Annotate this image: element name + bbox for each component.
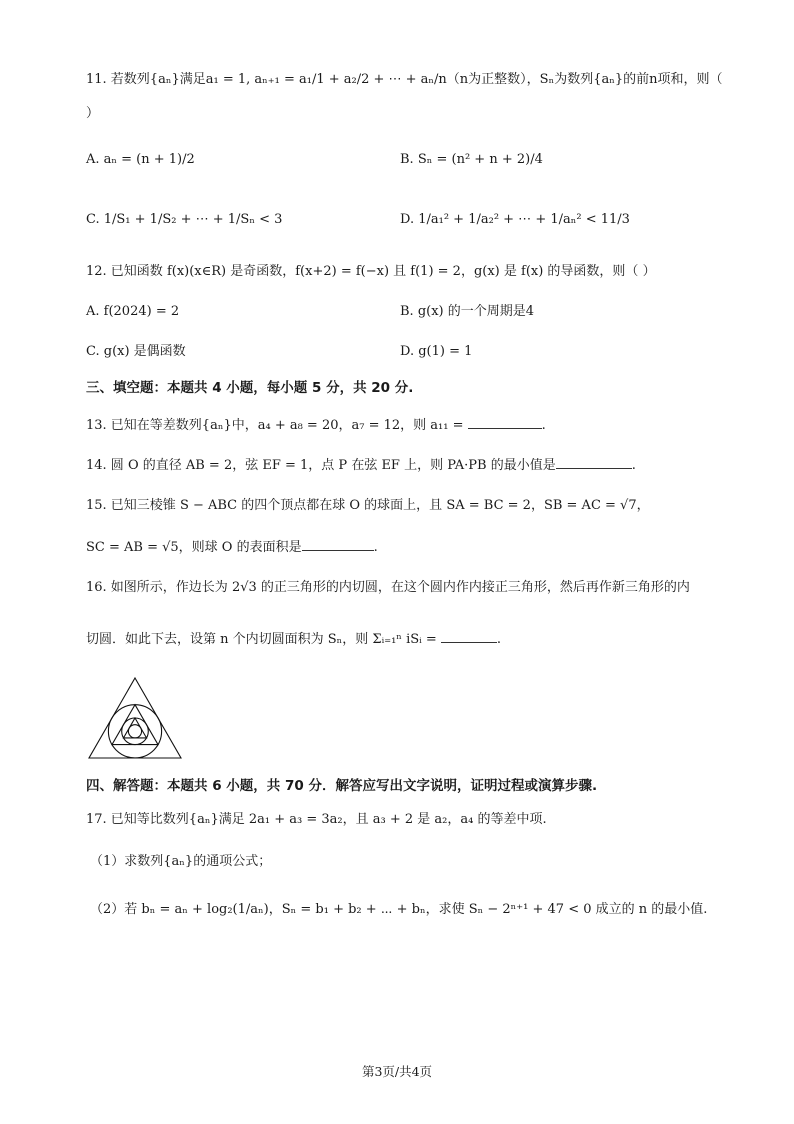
incircle-1 (108, 705, 161, 758)
q14: 14. 圆 O 的直径 AB = 2，弦 EF = 1，点 P 在弦 EF 上，则 PA·PB 的最小值是 . (86, 454, 636, 476)
q14-answer-blank (556, 454, 632, 469)
q13-answer-blank (468, 414, 542, 429)
q16-answer-blank (441, 628, 497, 643)
q13: 13. 已知在等差数列{aₙ}中，a₄ + a₈ = 20，a₇ = 12，则 a₁₁ = . (86, 414, 546, 436)
q16-line1: 16. 如图所示，作边长为 2√3 的正三角形的内切圆，在这个圆内作内接正三角形，然后再作新三角形的内 (86, 580, 690, 595)
incircle-3 (128, 725, 141, 738)
q11-option-c: C. 1/S₁ + 1/S₂ + ⋯ + 1/Sₙ < 3 (86, 212, 283, 227)
q11-stem-end: ） (86, 106, 100, 121)
q17-stem: 17. 已知等比数列{aₙ}满足 2a₁ + a₃ = 3a₂，且 a₃ + 2 是 a₂，a₄ 的等差中项. (86, 812, 547, 827)
q12-stem: 12. 已知函数 f(x)(x∈R) 是奇函数，f(x+2) = f(−x) 且 f(1) = 2，g(x) 是 f(x) 的导函数，则（ ） (86, 264, 656, 279)
q15-line1: 15. 已知三棱锥 S − ABC 的四个顶点都在球 O 的球面上，且 SA = BC = 2，SB = AC = √7， (86, 498, 650, 513)
q12-option-b: B. g(x) 的一个周期是4 (400, 304, 535, 319)
q15-line2: SC = AB = √5，则球 O 的表面积是 . (86, 536, 378, 558)
q12-option-d: D. g(1) = 1 (400, 344, 473, 359)
nested-triangles-figure (86, 676, 184, 760)
incircle-2 (122, 718, 149, 745)
section-heading-fill-in: 三、填空题：本题共 4 小题，每小题 5 分，共 20 分. (86, 380, 414, 396)
q12-option-a: A. f(2024) = 2 (86, 304, 180, 319)
q17-part1: （1）求数列{aₙ}的通项公式； (90, 854, 272, 869)
q16-line2: 切圆．如此下去，设第 n 个内切圆面积为 Sₙ，则 Σᵢ₌₁ⁿ iSᵢ = . (86, 628, 501, 650)
section-heading-solutions: 四、解答题：本题共 6 小题，共 70 分．解答应写出文字说明，证明过程或演算步骤. (86, 778, 598, 794)
q11-stem: 11. 若数列{aₙ}满足a₁ = 1, aₙ₊₁ = a₁/1 + a₂/2 + ⋯ + aₙ/n（n为正整数），Sₙ为数列{aₙ}的前n项和，则（ (86, 72, 723, 87)
q11-option-d: D. 1/a₁² + 1/a₂² + ⋯ + 1/aₙ² < 11/3 (400, 212, 630, 227)
q15-answer-blank (302, 536, 374, 551)
q11-option-b: B. Sₙ = (n² + n + 2)/4 (400, 152, 543, 167)
q11-option-a: A. aₙ = (n + 1)/2 (86, 152, 195, 167)
q12-option-c: C. g(x) 是偶函数 (86, 344, 186, 359)
q17-part2: （2）若 bₙ = aₙ + log₂(1/aₙ)，Sₙ = b₁ + b₂ + ⋯ + bₙ，求使 Sₙ − 2ⁿ⁺¹ + 47 < 0 成立的 n 的最小值. (90, 902, 708, 917)
page-footer: 第3页/共4页 (361, 1064, 433, 1079)
